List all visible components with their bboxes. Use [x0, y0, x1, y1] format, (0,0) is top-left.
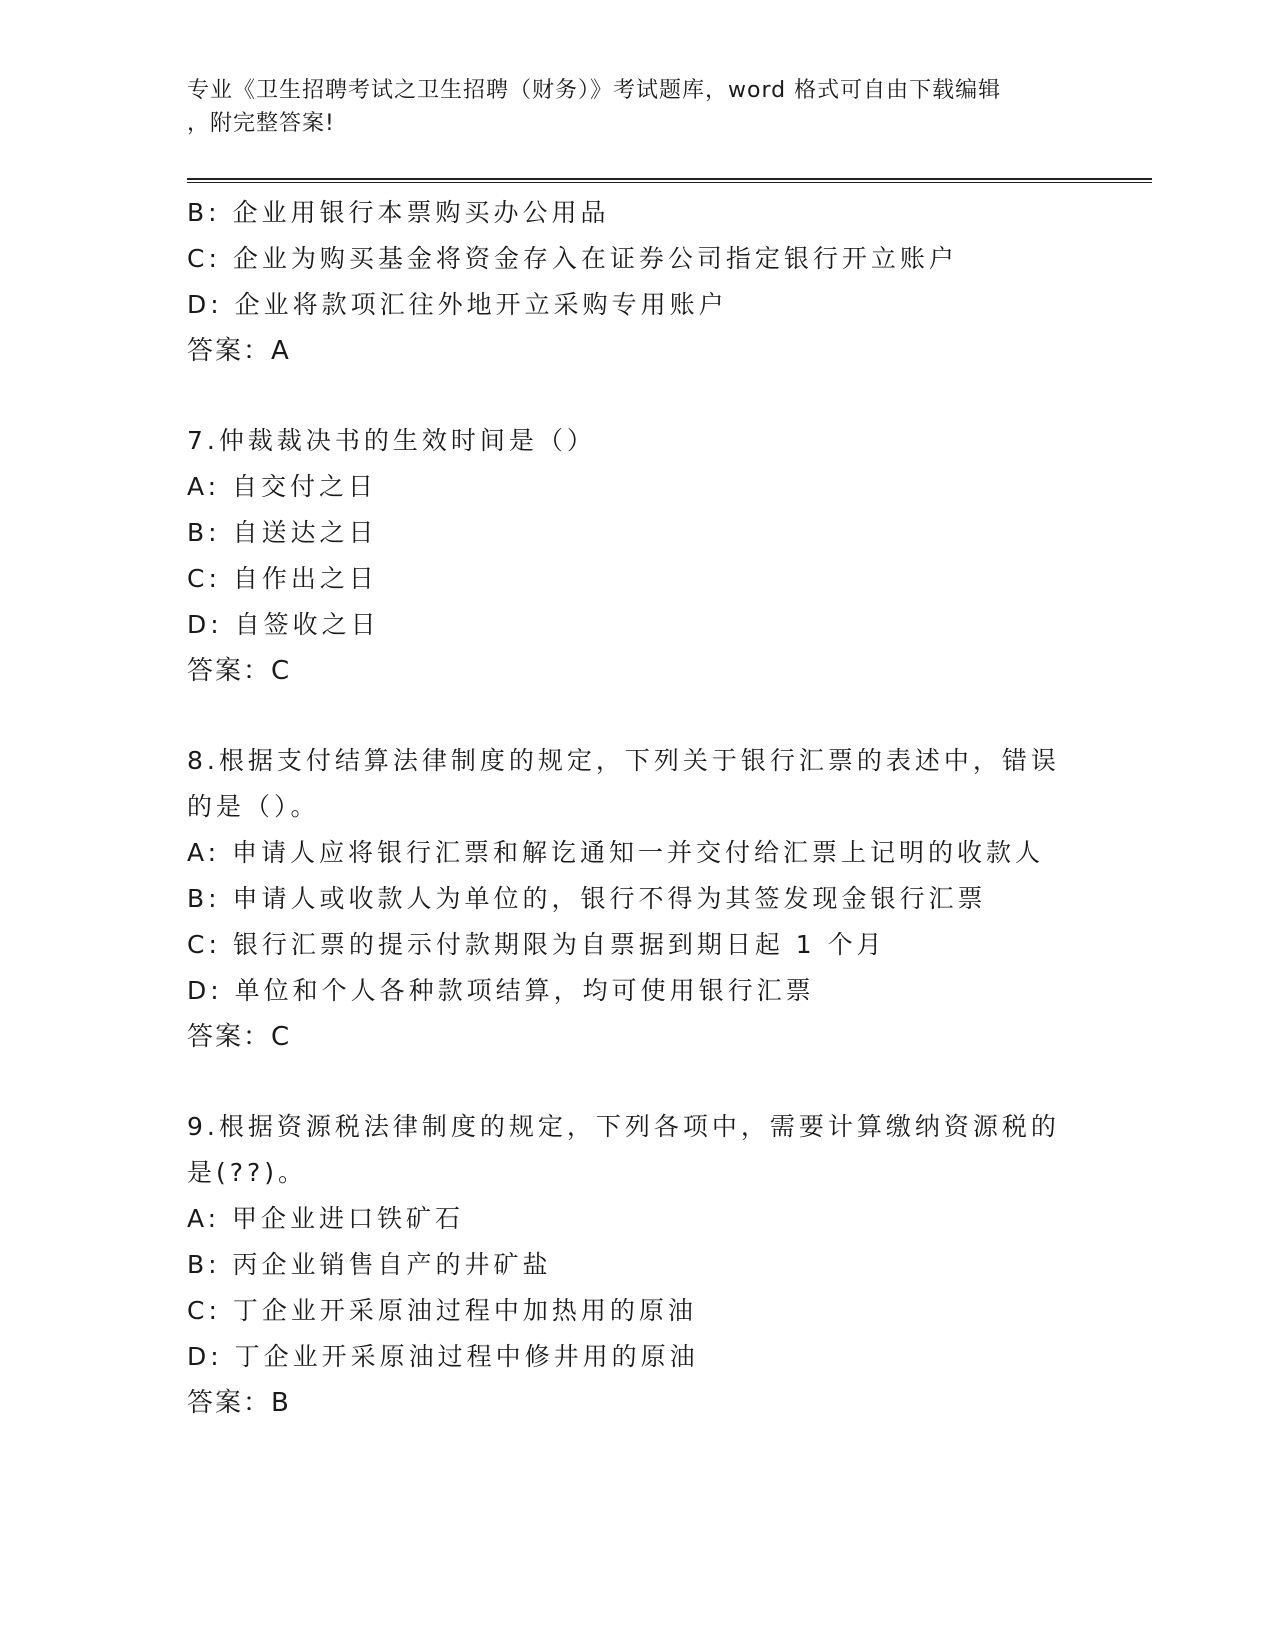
question-7: [187, 418, 1087, 694]
document-header: [187, 74, 1077, 140]
answer: 答案：A: [187, 336, 291, 366]
option-c: C: 企业为购买基金将资金存入在证券公司指定银行开立账户: [187, 244, 958, 273]
question-list: [187, 190, 1087, 1426]
option-b: B: 自送达之日: [187, 518, 378, 547]
option-c: C: 银行汇票的提示付款期限为自票据到期日起 1 个月: [187, 930, 886, 959]
option-b: B: 申请人或收款人为单位的，银行不得为其签发现金银行汇票: [187, 884, 987, 913]
header-divider-thick: [187, 178, 1152, 180]
option-a: A: 甲企业进口铁矿石: [187, 1204, 465, 1233]
header-line-1: 专业《卫生招聘考试之卫生招聘（财务）》考试题库，word 格式可自由下载编辑: [187, 78, 1002, 103]
spacer: [187, 374, 1087, 418]
option-c: C: 自作出之日: [187, 564, 378, 593]
option-b: B: 丙企业销售自产的井矿盐: [187, 1250, 552, 1279]
option-d: D: 自签收之日: [187, 610, 380, 639]
question-8: [187, 738, 1087, 1060]
spacer: [187, 1060, 1087, 1104]
question-stem: 9.根据资源税法律制度的规定，下列各项中，需要计算缴纳资源税的是(??)。: [187, 1112, 1060, 1187]
option-d: D: 丁企业开采原油过程中修井用的原油: [187, 1342, 699, 1371]
header-line-2: ，附完整答案!: [187, 111, 335, 136]
question-6-partial: [187, 190, 1087, 374]
spacer: [187, 694, 1087, 738]
option-d: D: 单位和个人各种款项结算，均可使用银行汇票: [187, 976, 815, 1005]
header-divider-thin: [187, 182, 1152, 183]
option-a: A: 申请人应将银行汇票和解讫通知一并交付给汇票上记明的收款人: [187, 838, 1045, 867]
option-a: A: 自交付之日: [187, 472, 378, 501]
question-stem: 8.根据支付结算法律制度的规定，下列关于银行汇票的表述中，错误的是（）。: [187, 746, 1060, 821]
option-d: D: 企业将款项汇往外地开立采购专用账户: [187, 290, 728, 319]
answer: 答案：C: [187, 1022, 292, 1052]
option-c: C: 丁企业开采原油过程中加热用的原油: [187, 1296, 697, 1325]
question-stem: 7.仲裁裁决书的生效时间是（）: [187, 426, 596, 455]
answer: 答案：B: [187, 1388, 291, 1418]
answer: 答案：C: [187, 656, 292, 686]
question-9: [187, 1104, 1087, 1426]
option-b: B: 企业用银行本票购买办公用品: [187, 198, 610, 227]
